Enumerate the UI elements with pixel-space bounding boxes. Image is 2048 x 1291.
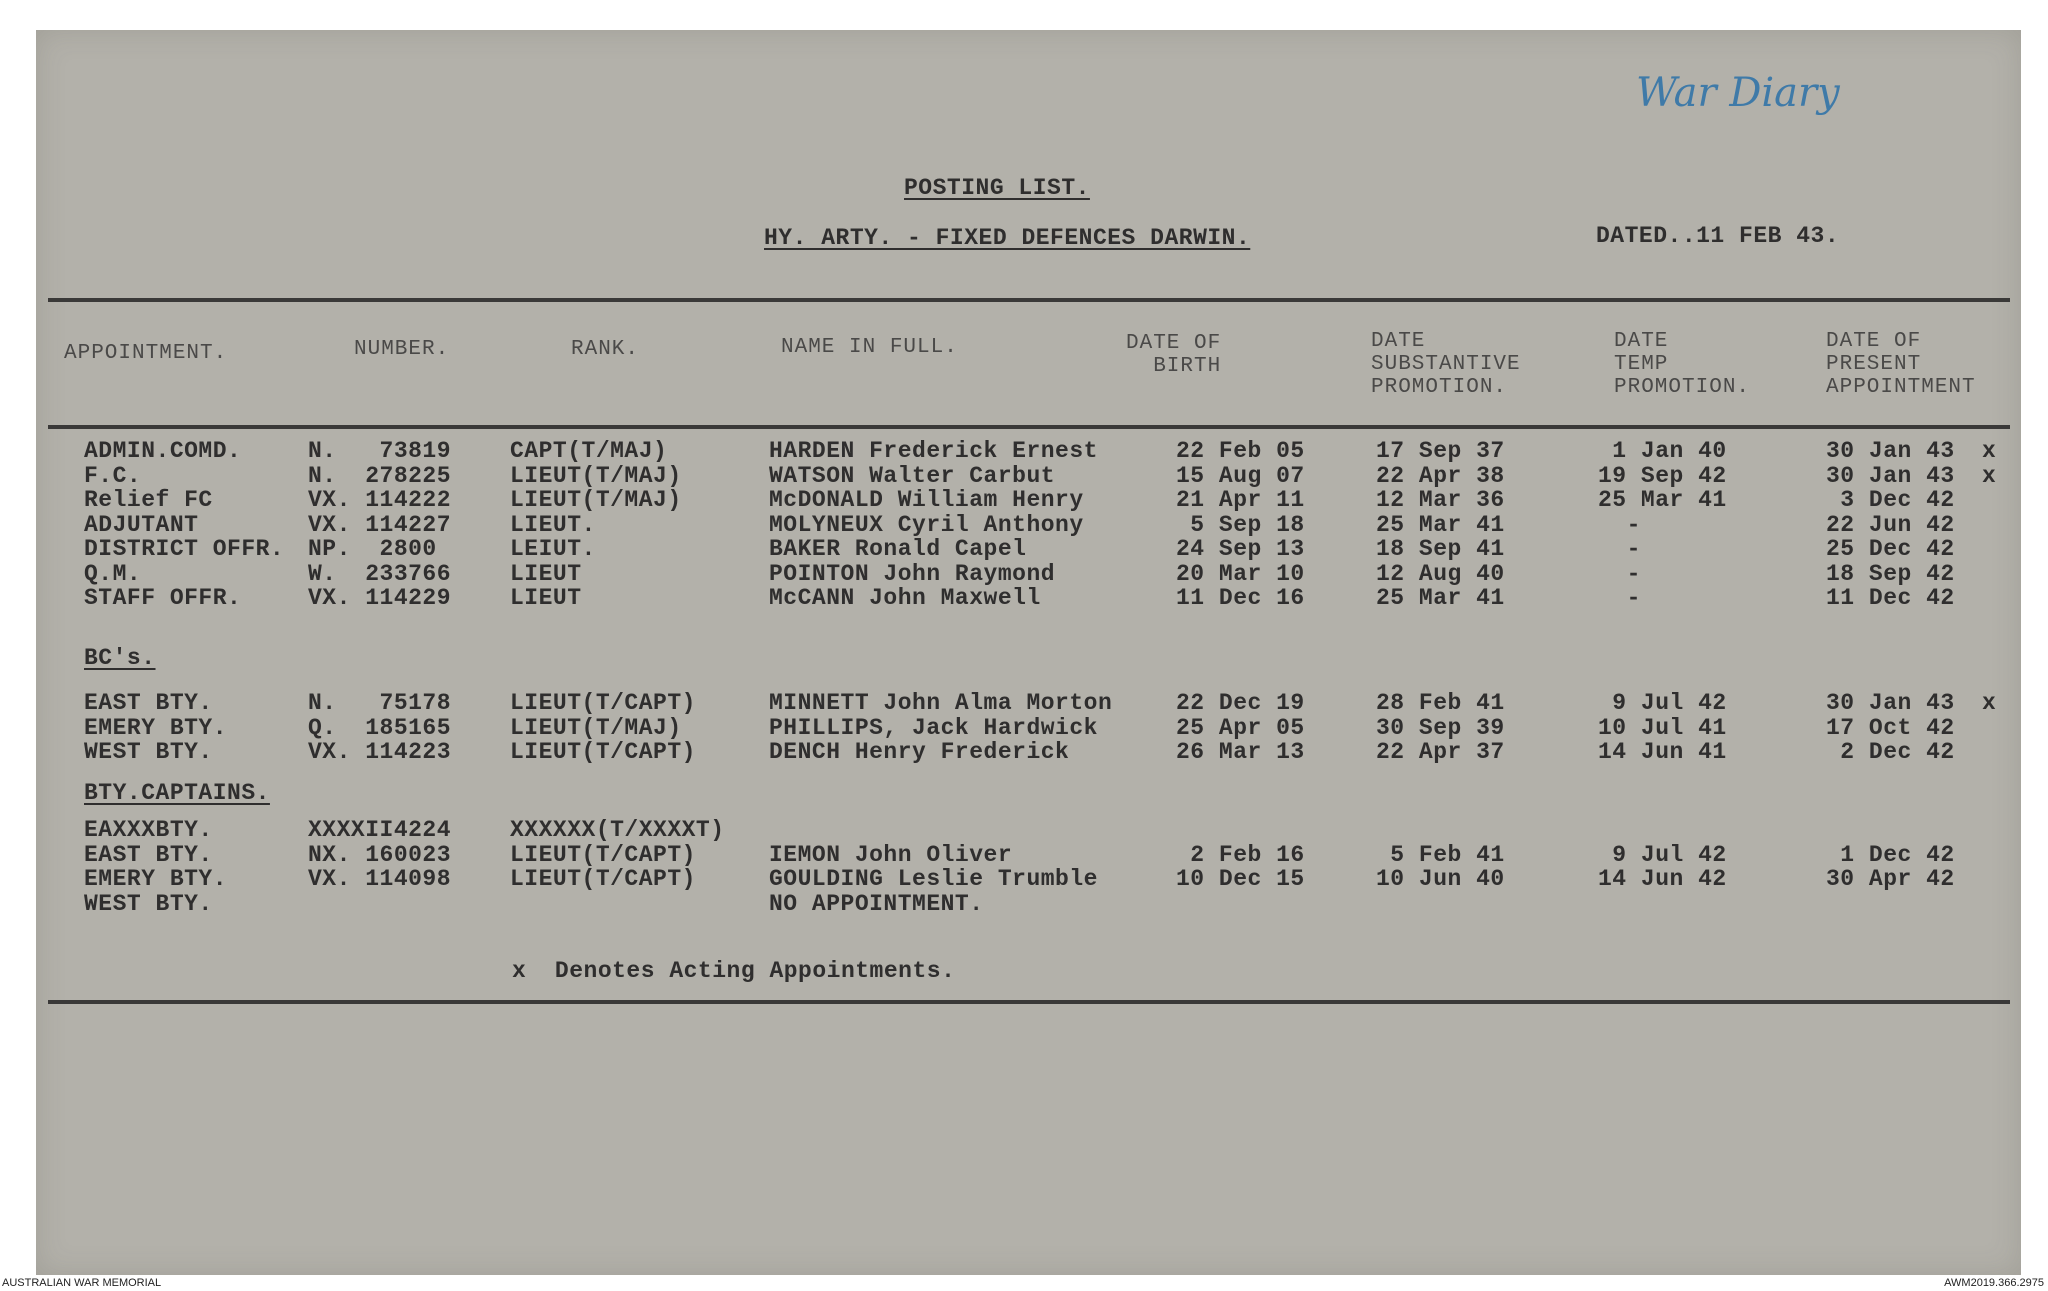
- temp-cell: 9 Jul 42: [1598, 841, 1727, 868]
- handwritten-note: War Diary: [1636, 70, 1840, 116]
- number-cell: NP. 2800: [308, 536, 437, 562]
- name-cell: MINNETT John Alma Morton: [769, 690, 1113, 716]
- substantive-cell: 25 Mar 41: [1376, 511, 1505, 538]
- number-cell: Q. 185165: [308, 714, 452, 741]
- header-present-appointment: DATE OF PRESENT APPOINTMENT: [1826, 330, 1976, 399]
- present-cell: 18 Sep 42: [1826, 560, 1955, 587]
- substantive-cell: 17 Sep 37: [1376, 438, 1505, 464]
- dob-cell: 22 Dec 19: [1176, 690, 1305, 716]
- temp-cell: -: [1598, 560, 1641, 587]
- name-cell: WATSON Walter Carbut: [769, 462, 1056, 489]
- name-cell: POINTON John Raymond: [769, 560, 1056, 587]
- substantive-cell: 18 Sep 41: [1376, 536, 1505, 562]
- dob-cell: 11 Dec 16: [1176, 585, 1305, 611]
- captains-heading: BTY.CAPTAINS.: [84, 780, 270, 806]
- temp-cell: 19 Sep 42: [1598, 462, 1727, 489]
- name-cell: DENCH Henry Frederick: [769, 739, 1070, 765]
- appointment-cell: EMERY BTY.: [84, 866, 228, 892]
- temp-cell: 25 Mar 41: [1598, 487, 1727, 513]
- substantive-cell: 12 Aug 40: [1376, 560, 1505, 587]
- name-cell: HARDEN Frederick Ernest: [769, 438, 1098, 464]
- acting-mark: x: [1982, 690, 1997, 716]
- document-sheet: [36, 30, 2021, 1275]
- present-cell: 30 Jan 43: [1826, 438, 1955, 464]
- acting-mark: x: [1982, 462, 1997, 489]
- present-cell: 11 Dec 42: [1826, 585, 1955, 611]
- temp-cell: -: [1598, 511, 1641, 538]
- appointment-cell: EAXXXBTY.: [84, 817, 213, 843]
- appointment-cell: F.C.: [84, 462, 142, 489]
- substantive-cell: 12 Mar 36: [1376, 487, 1505, 513]
- present-cell: 30 Jan 43: [1826, 462, 1955, 489]
- temp-cell: -: [1598, 585, 1641, 611]
- document-title: POSTING LIST.: [904, 175, 1090, 201]
- temp-cell: 10 Jul 41: [1598, 714, 1727, 741]
- appointment-cell: STAFF OFFR.: [84, 585, 242, 611]
- substantive-cell: 22 Apr 38: [1376, 462, 1505, 489]
- dob-cell: 20 Mar 10: [1176, 560, 1305, 587]
- temp-cell: 14 Jun 41: [1598, 739, 1727, 765]
- number-cell: W. 233766: [308, 560, 452, 587]
- substantive-cell: 30 Sep 39: [1376, 714, 1505, 741]
- header-rule: [48, 425, 2010, 429]
- rank-cell: LIEUT(T/CAPT): [510, 739, 696, 765]
- header-rank: RANK.: [571, 338, 640, 361]
- substantive-cell: 5 Feb 41: [1376, 841, 1505, 868]
- rank-cell: LIEUT(T/MAJ): [510, 462, 682, 489]
- number-cell: VX. 114223: [308, 739, 452, 765]
- name-cell: MOLYNEUX Cyril Anthony: [769, 511, 1084, 538]
- footer-left: AUSTRALIAN WAR MEMORIAL: [2, 1277, 162, 1289]
- appointment-cell: ADJUTANT: [84, 511, 199, 538]
- name-cell: McCANN John Maxwell: [769, 585, 1041, 611]
- number-cell: VX. 114222: [308, 487, 452, 513]
- name-cell: PHILLIPS, Jack Hardwick: [769, 714, 1098, 741]
- appointment-cell: DISTRICT OFFR.: [84, 536, 285, 562]
- appointment-cell: WEST BTY.: [84, 890, 213, 917]
- appointment-cell: EAST BTY.: [84, 690, 213, 716]
- rank-cell: LIEUT(T/MAJ): [510, 714, 682, 741]
- number-cell: N. 75178: [308, 690, 452, 716]
- rank-cell: LIEUT: [510, 560, 582, 587]
- dob-cell: 15 Aug 07: [1176, 462, 1305, 489]
- name-cell: BAKER Ronald Capel: [769, 536, 1027, 562]
- name-cell: NO APPOINTMENT.: [769, 890, 984, 917]
- dob-cell: 24 Sep 13: [1176, 536, 1305, 562]
- rank-cell: LIEUT(T/CAPT): [510, 841, 696, 868]
- header-temp-promotion: DATE TEMP PROMOTION.: [1614, 330, 1751, 399]
- present-cell: 22 Jun 42: [1826, 511, 1955, 538]
- substantive-cell: 25 Mar 41: [1376, 585, 1505, 611]
- rank-cell: LIEUT: [510, 585, 582, 611]
- present-cell: 30 Jan 43: [1826, 690, 1955, 716]
- present-cell: 25 Dec 42: [1826, 536, 1955, 562]
- document-subtitle: HY. ARTY. - FIXED DEFENCES DARWIN.: [764, 225, 1251, 251]
- present-cell: 1 Dec 42: [1826, 841, 1955, 868]
- rank-cell: LIEUT(T/MAJ): [510, 487, 682, 513]
- rank-cell: LIEUT(T/CAPT): [510, 866, 696, 892]
- rank-cell: XXXXXX(T/XXXXT): [510, 817, 725, 843]
- document-date: DATED..11 FEB 43.: [1596, 223, 1840, 249]
- header-name: NAME IN FULL.: [781, 336, 958, 359]
- header-substantive-promotion: DATE SUBSTANTIVE PROMOTION.: [1371, 330, 1521, 399]
- header-date-of-birth: DATE OF BIRTH: [1126, 332, 1222, 378]
- appointment-cell: Relief FC: [84, 487, 213, 513]
- number-cell: N. 278225: [308, 462, 452, 489]
- top-rule: [48, 298, 2010, 302]
- dob-cell: 26 Mar 13: [1176, 739, 1305, 765]
- acting-note: x Denotes Acting Appointments.: [512, 958, 956, 984]
- acting-mark: x: [1982, 438, 1997, 464]
- present-cell: 2 Dec 42: [1826, 739, 1955, 765]
- number-cell: VX. 114227: [308, 511, 452, 538]
- dob-cell: 5 Sep 18: [1176, 511, 1305, 538]
- dob-cell: 25 Apr 05: [1176, 714, 1305, 741]
- number-cell: VX. 114229: [308, 585, 452, 611]
- temp-cell: 9 Jul 42: [1598, 690, 1727, 716]
- appointment-cell: WEST BTY.: [84, 739, 213, 765]
- number-cell: N. 73819: [308, 438, 452, 464]
- bcs-heading: BC's.: [84, 645, 156, 671]
- appointment-cell: EMERY BTY.: [84, 714, 228, 741]
- header-appointment: APPOINTMENT.: [64, 342, 228, 365]
- number-cell: XXXXII4224: [308, 817, 452, 843]
- substantive-cell: 10 Jun 40: [1376, 866, 1505, 892]
- footer-right: AWM2019.366.2975: [1944, 1277, 2044, 1289]
- dob-cell: 2 Feb 16: [1176, 841, 1305, 868]
- number-cell: NX. 160023: [308, 841, 452, 868]
- rank-cell: LEIUT.: [510, 536, 596, 562]
- temp-cell: 14 Jun 42: [1598, 866, 1727, 892]
- name-cell: GOULDING Leslie Trumble: [769, 866, 1098, 892]
- temp-cell: -: [1598, 536, 1641, 562]
- dob-cell: 10 Dec 15: [1176, 866, 1305, 892]
- present-cell: 17 Oct 42: [1826, 714, 1955, 741]
- appointment-cell: Q.M.: [84, 560, 142, 587]
- substantive-cell: 28 Feb 41: [1376, 690, 1505, 716]
- rank-cell: CAPT(T/MAJ): [510, 438, 668, 464]
- rank-cell: LIEUT(T/CAPT): [510, 690, 696, 716]
- number-cell: VX. 114098: [308, 866, 452, 892]
- substantive-cell: 22 Apr 37: [1376, 739, 1505, 765]
- name-cell: McDONALD William Henry: [769, 487, 1084, 513]
- temp-cell: 1 Jan 40: [1598, 438, 1727, 464]
- dob-cell: 21 Apr 11: [1176, 487, 1305, 513]
- header-number: NUMBER.: [354, 338, 450, 361]
- dob-cell: 22 Feb 05: [1176, 438, 1305, 464]
- rank-cell: LIEUT.: [510, 511, 596, 538]
- appointment-cell: EAST BTY.: [84, 841, 213, 868]
- name-cell: IEMON John Oliver: [769, 841, 1013, 868]
- appointment-cell: ADMIN.COMD.: [84, 438, 242, 464]
- present-cell: 3 Dec 42: [1826, 487, 1955, 513]
- bottom-rule: [48, 1000, 2010, 1004]
- present-cell: 30 Apr 42: [1826, 866, 1955, 892]
